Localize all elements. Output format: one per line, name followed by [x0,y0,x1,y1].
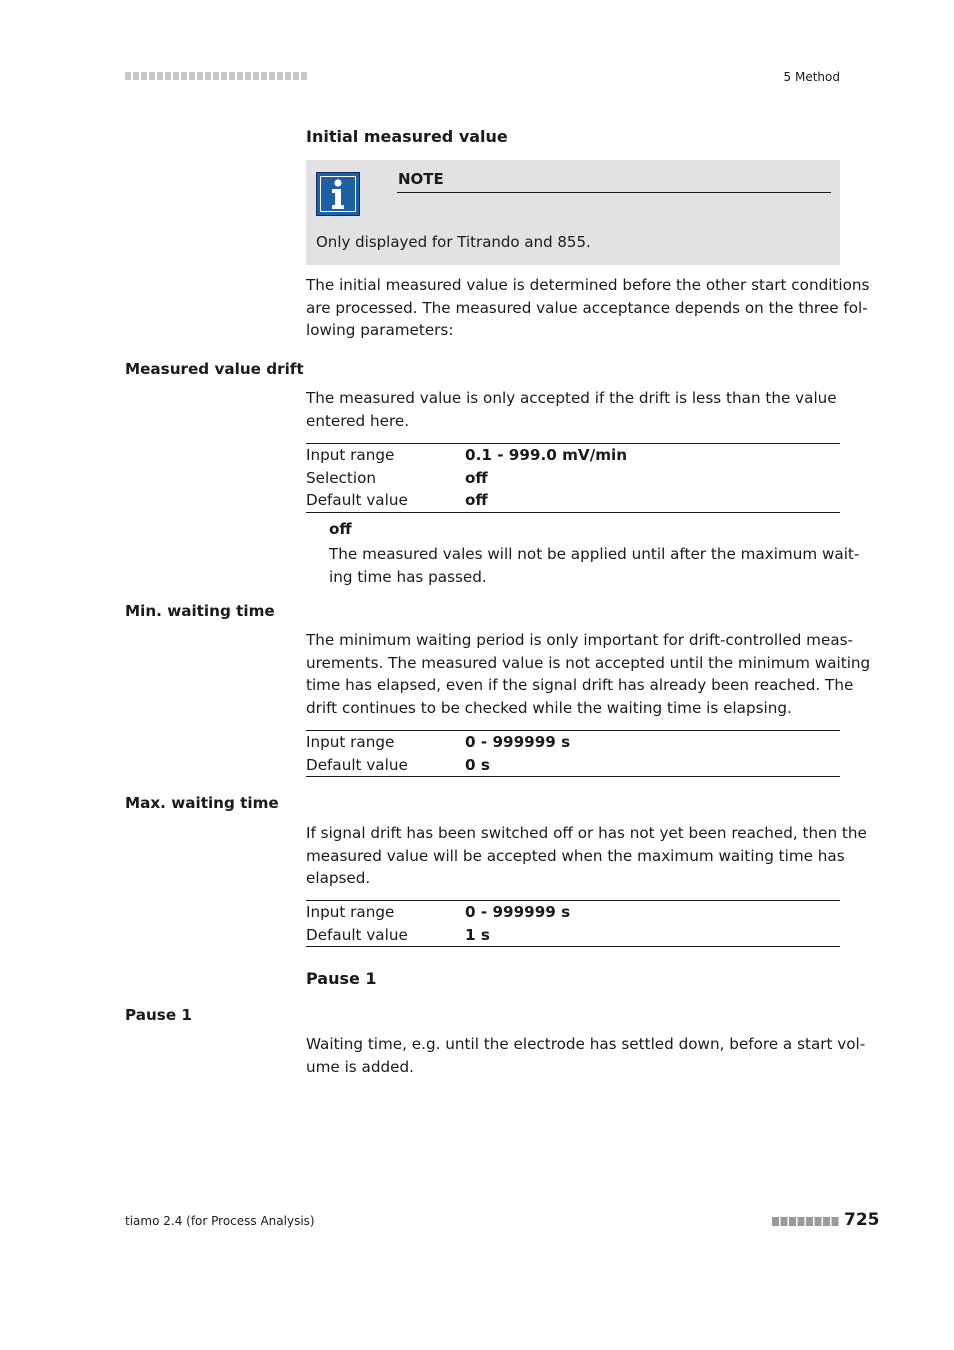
table-value: 0 - 999999 s [465,733,571,751]
option-description [329,543,859,588]
table-row [306,467,840,490]
paragraph-line: If signal drift has been switched off or has not yet been reached, then the [306,824,867,842]
table-label: Input range [306,903,395,921]
paragraph-line: The minimum waiting period is only important for drift-controlled meas- [306,631,854,649]
paragraph-line: The measured vales will not be applied until after the maximum wait- [329,545,860,563]
drift-heading: Measured value drift [125,360,304,378]
drift-paragraph [306,387,837,432]
note-divider [397,192,831,193]
paragraph-line: urements. The measured value is not accepted until the minimum waiting [306,653,871,672]
table-label: Default value [306,491,408,510]
paragraph-line: drift continues to be checked while the waiting time is elapsing. [306,698,792,717]
table-value: off [465,491,488,510]
min-waiting-parameter-table [306,730,840,777]
paragraph-line: ing time has passed. [329,567,487,586]
table-value: 0 - 999999 s [465,903,571,921]
pause-heading: Pause 1 [125,1006,192,1024]
table-value: 0.1 - 999.0 mV/min [465,446,628,464]
paragraph-line: lowing parameters: [306,321,454,340]
paragraph-line: ume is added. [306,1057,414,1076]
drift-parameter-table [306,443,840,513]
table-row [306,489,840,512]
table-value: off [465,468,488,487]
pause-section-title: Pause 1 [306,969,377,988]
table-row [306,444,840,467]
paragraph-line: time has elapsed, even if the signal drift has already been reached. The [306,676,854,695]
table-label: Default value [306,925,408,944]
paragraph-line: measured value will be accepted when the maximum waiting time has [306,846,845,865]
table-row [306,731,840,754]
paragraph-line: The initial measured value is determined before the other start conditions [306,276,870,294]
section-title: Initial measured value [306,127,508,146]
table-row [306,924,840,947]
table-value: 1 s [465,925,490,944]
page-number: 725 [844,1210,880,1230]
max-waiting-paragraph [306,822,867,890]
table-label: Input range [306,733,395,751]
table-row [306,901,840,924]
table-label: Selection [306,468,376,487]
footer-product: tiamo 2.4 (for Process Analysis) [125,1214,315,1228]
info-icon [316,172,360,216]
max-waiting-parameter-table [306,900,840,947]
paragraph-line: Waiting time, e.g. until the electrode has settled down, before a start vol- [306,1035,866,1053]
max-waiting-heading: Max. waiting time [125,794,279,812]
table-label: Default value [306,755,408,774]
header-decoration [125,72,307,80]
pause-paragraph [306,1033,865,1078]
min-waiting-paragraph [306,629,870,719]
min-waiting-heading: Min. waiting time [125,602,275,620]
paragraph-line: elapsed. [306,869,371,888]
note-text: Only displayed for Titrando and 855. [316,233,591,251]
table-value: 0 s [465,755,490,774]
option-name: off [329,520,352,538]
paragraph-line: are processed. The measured value acceptance depends on the three fol- [306,298,868,317]
paragraph-line: entered here. [306,411,410,430]
table-label: Input range [306,446,395,464]
note-title: NOTE [398,170,444,188]
table-row [306,754,840,777]
intro-paragraph [306,274,869,342]
chapter-label: 5 Method [783,70,840,84]
paragraph-line: The measured value is only accepted if the drift is less than the value [306,389,837,407]
footer-decoration [772,1217,840,1226]
